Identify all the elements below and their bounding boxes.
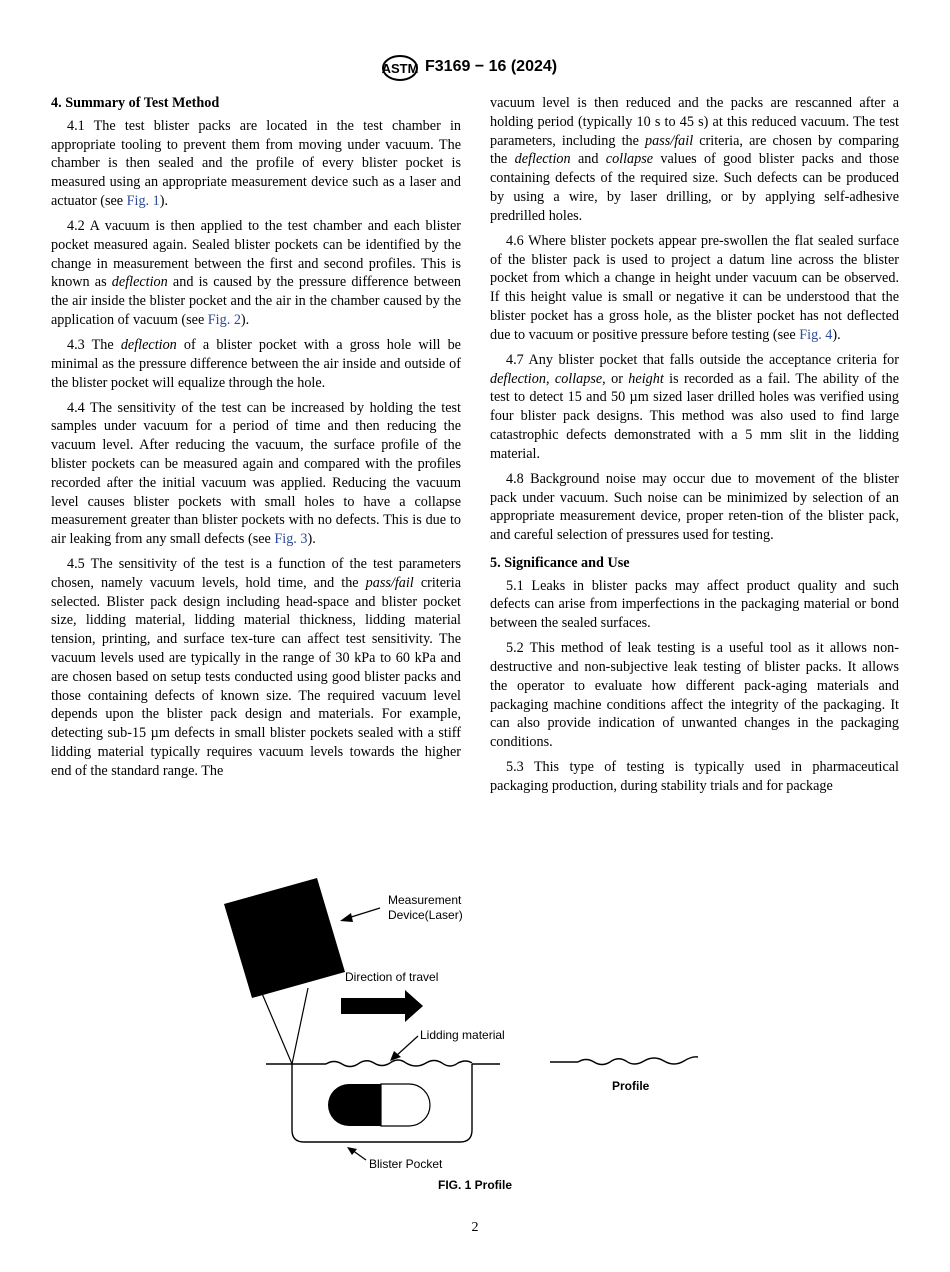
paragraph-4-8: 4.8 Background noise may occur due to movement of the blister pack under vacuum. Such noise can be minimized by selection of an appropriate measurement device, proper reten-tion of the blister pack, and careful selection of pressures used for testing. [490,470,899,544]
figure-1-caption: FIG. 1 Profile [437,1178,512,1192]
figure-1 [200,868,760,1178]
fig-2-link[interactable]: Fig. 2 [207,311,241,328]
left-column [51,94,461,787]
label-blister-pocket: Blister Pocket [369,1157,443,1171]
paragraph-4-1: 4.1 The test blister packs are located in the test chamber in appropriate tooling to prevent them from moving under vacuum. The chamber is then sealed and the profile of every blister pocket is measured using an appropriate measurement device such as a laser and actuator (see Fig. 1). [51,117,461,209]
label-direction-of-travel: Direction of travel [345,970,439,984]
astm-logo-icon [381,54,419,82]
capsule-dark-half [328,1084,381,1126]
fig-4-link[interactable]: Fig. 4 [799,326,833,343]
section-5-heading: 5. Significance and Use [490,554,630,571]
paragraph-4-2: 4.2 A vacuum is then applied to the test chamber and each blister pocket measured again. Sealed blister pockets can be identified by the change in measurement between the first and second profiles. This is known as deflection and is caused by the pressure difference between the air inside the blister pocket and the air in the chamber caused by the application of vacuum (see Fig. 2). [51,217,461,328]
laser-beam-right [292,988,308,1064]
label-lidding-material: Lidding material [420,1028,505,1042]
paragraph-5-2: 5.2 This method of leak testing is a useful tool as it allows non-destructive and non-subjective leak testing of blister packs. It allows the operator to evaluate how different pack-aging materials and packaging machine conditions affect the integrity of the packaging. It can also provide indication of unwanted changes in the packaging conditions. [490,640,899,751]
paragraph-4-5-continued: vacuum level is then reduced and the packs are rescanned after a holding period (typically 10 s to 45 s) at this reduced vacuum. The test parameters, including the pass/fail criteria, are chosen by comparing the deflection and collapse values of good blister packs and those containing defects of the required size. Such defects can be produced by using a wire, by laser drilling, or by applying self-adhesive predrilled holes. [490,95,899,224]
laser-beam-left [258,984,292,1064]
label-device-laser: Device(Laser) [388,908,463,922]
profile-trace [578,1057,698,1065]
lidding-material-line [326,1060,472,1067]
standard-designation: F3169 − 16 (2024) [425,58,558,75]
page-header [0,54,950,84]
direction-arrow [341,990,423,1022]
paragraph-4-3: 4.3 The deflection of a blister pocket with a gross hole will be minimal as the pressure difference between the air inside and outside of the blister pocket will equalize through the hole. [51,336,461,391]
right-column [490,94,899,802]
paragraph-4-6: 4.6 Where blister pockets appear pre-swollen the flat sealed surface of the blister pack is used to project a datum line across the blister pocket from which a change in height under vacuum can be observed. If this height value is small or negative it can be understood that the blister pocket has a gross hole, as the blister pocket has not deflected due to vacuum or positive pressure before testing (see Fig. 4). [490,232,899,343]
label-measurement: Measurement [388,893,462,907]
paragraph-4-4: 4.4 The sensitivity of the test can be increased by holding the test samples under vacuum for a period of time and then reducing the vacuum level. After reducing the vacuum, the surface profile of the blister pockets can be measured again and compared with the profiles recorded after the initial vacuum was applied. Reducing the vacuum level causes blister pockets with small holes to have a collapse measurement greater than blister pockets with no defects. This is due to air leaking from any small defects (see Fig. 3). [51,399,461,548]
page-number: 2 [471,1220,479,1235]
paragraph-4-5: 4.5 The sensitivity of the test is a function of the test parameters chosen, namely vacuum levels, hold time, and the pass/fail criteria selected. Blister pack design including head-space and blister pocket size, lidding material, lidding material thickness, lidding material tension, printing, and surface tex-ture can affect test sensitivity. The vacuum levels used are typically in the range of 30 kPa to 60 kPa and are chosen based on setup tests conducted using good blister packs and those containing defects of known size. The required vacuum level depends upon the blister pack design and materials. For example, detecting sub-15 µm defects in small blister pockets sealed with a stiff lidding material typically requires vacuum levels towards the higher end of the standard range. The [51,556,461,779]
svg-text:ASTM: ASTM [381,61,419,76]
paragraph-4-7: 4.7 Any blister pocket that falls outside the acceptance criteria for deflection, collapse, or height is recorded as a fail. The ability of the test to detect 15 and 50 µm sized laser drilled holes was verified using four blister pack designs. This method was also used to find large catastrophic defects demonstrated with a 5 mm slit in the lidding material. [490,351,900,462]
paragraph-5-3: 5.3 This type of testing is typically used in pharmaceutical packaging production, during stability trials and for package [490,759,899,795]
laser-device-shape [224,878,345,998]
section-4-heading: 4. Summary of Test Method [51,95,220,111]
paragraph-5-1: 5.1 Leaks in blister packs may affect product quality and such defects can arise from imperfections in the packaging material or bond between the sealed surfaces. [490,577,899,632]
capsule-light-half [381,1084,430,1126]
label-profile: Profile [612,1079,650,1093]
fig-3-link[interactable]: Fig. 3 [274,531,308,548]
fig-1-link[interactable]: Fig. 1 [126,192,160,209]
figure-1-diagram [200,868,760,1178]
